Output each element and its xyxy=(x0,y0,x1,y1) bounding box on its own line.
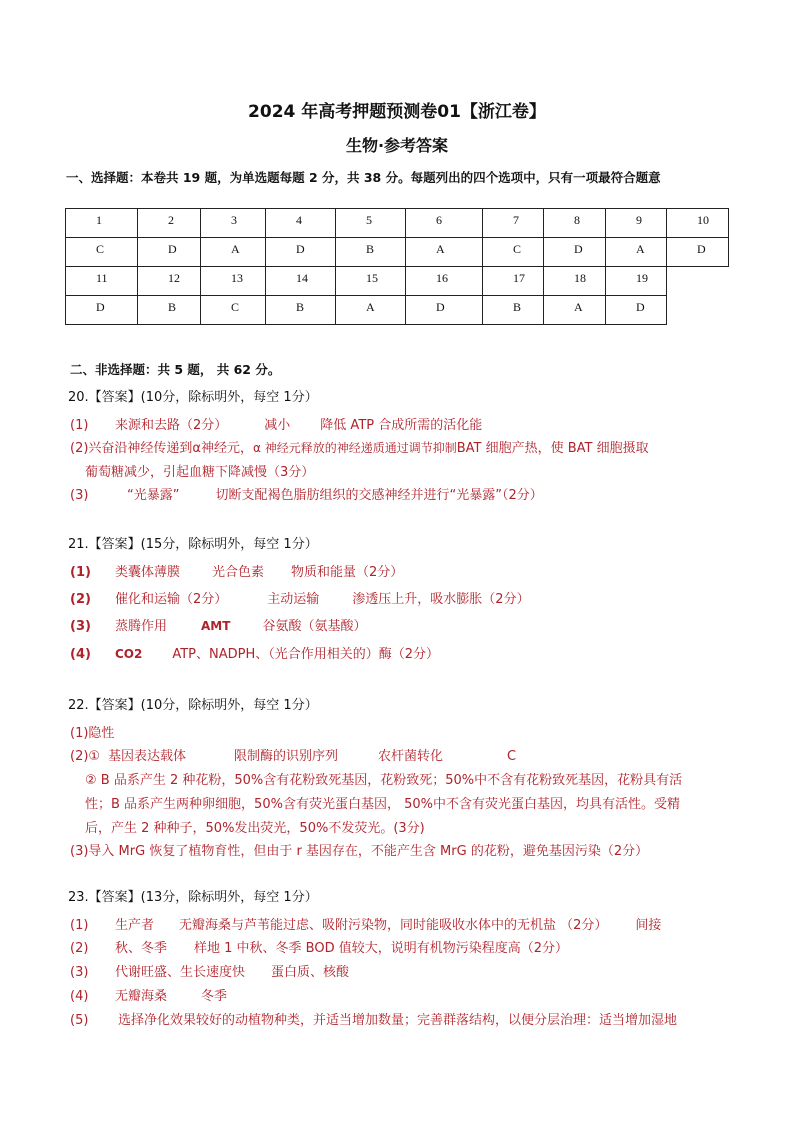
q21-answer-4: (4) CO2 ATP、NADPH、（光合作用相关的）酶（2分） xyxy=(70,647,440,662)
q21-answer-3: (3) 蒸腾作用 AMT 谷氨酸（氨基酸） xyxy=(70,619,367,634)
table-cell: 5 xyxy=(336,209,406,238)
table-cell: 8 xyxy=(544,209,606,238)
q23-answer-5: (5) 选择净化效果较好的动植物种类，并适当增加数量；完善群落结构，以便分层治理：适当增加湿地 xyxy=(70,1013,678,1028)
table-cell: C xyxy=(66,238,138,267)
table-cell: 4 xyxy=(266,209,336,238)
table-row-answers-2 xyxy=(66,296,729,325)
q23-answer-2: (2) 秋、冬季 样地 1 中秋、冬季 BOD 值较大，说明有机物污染程度高（2分） xyxy=(70,941,569,956)
q20-answer-1: (1) 来源和去路（2分） 减小 降低 ATP 合成所需的活化能 xyxy=(70,418,483,433)
table-cell: 12 xyxy=(138,267,201,296)
table-row-answers-1 xyxy=(66,238,729,267)
table-cell: 7 xyxy=(483,209,544,238)
table-cell: 2 xyxy=(138,209,201,238)
table-cell: 13 xyxy=(201,267,266,296)
section2-heading: 二、非选择题：共 5 题， 共 62 分。 xyxy=(70,362,281,377)
table-cell: 16 xyxy=(406,267,483,296)
table-cell: D xyxy=(406,296,483,325)
table-cell: 18 xyxy=(544,267,606,296)
q20-answer-2-cont: 葡萄糖减少，引起血糖下降减慢（3分） xyxy=(85,465,315,480)
table-cell: A xyxy=(606,238,667,267)
q23-answer-1: (1) 生产者 无瓣海桑与芦苇能过虑、吸附污染物，同时能吸收水体中的无机盐 （2分） 间接 xyxy=(70,918,662,933)
table-cell: D xyxy=(606,296,667,325)
table-cell: B xyxy=(483,296,544,325)
q22-answer-2b-l1: ② B 品系产生 2 种花粉，50%含有花粉致死基因，花粉致死；50%中不含有花粉致死基因，花粉具有活 xyxy=(85,773,683,788)
q22-answer-3: (3)导入 MrG 恢复了植物育性，但由于 r 基因存在，不能产生含 MrG 的花粉，避免基因污染（2分） xyxy=(70,844,649,859)
table-cell: D xyxy=(544,238,606,267)
q20-header: 20.【答案】(10分，除标明外，每空 1分） xyxy=(68,390,318,405)
table-cell-empty xyxy=(667,267,729,296)
table-cell: B xyxy=(138,296,201,325)
page-title: 2024 年高考押题预测卷01【浙江卷】 xyxy=(248,102,546,122)
table-cell: A xyxy=(336,296,406,325)
q21-answer-2: (2) 催化和运输（2分） 主动运输 渗透压上升，吸水膨胀（2分） xyxy=(70,592,530,607)
table-cell: D xyxy=(138,238,201,267)
q22-answer-1: (1)隐性 xyxy=(70,726,115,741)
table-cell: 14 xyxy=(266,267,336,296)
table-cell: B xyxy=(266,296,336,325)
table-cell: D xyxy=(266,238,336,267)
table-cell: B xyxy=(336,238,406,267)
table-cell: 15 xyxy=(336,267,406,296)
section1-instruction: 一、选择题：本卷共 19 题，为单选题每题 2 分，共 38 分。每题列出的四个选项中，只有一项最符合题意 xyxy=(66,170,661,185)
table-cell: 3 xyxy=(201,209,266,238)
table-cell: C xyxy=(201,296,266,325)
q22-answer-2b-l3: 后，产生 2 种种子，50%发出荧光，50%不发荧光。(3分) xyxy=(85,821,425,836)
table-cell: A xyxy=(406,238,483,267)
q23-answer-4: (4) 无瓣海桑 冬季 xyxy=(70,989,228,1004)
table-cell: A xyxy=(201,238,266,267)
table-cell-empty xyxy=(667,296,729,325)
table-cell: A xyxy=(544,296,606,325)
table-cell: 17 xyxy=(483,267,544,296)
table-cell: 6 xyxy=(406,209,483,238)
table-cell: 10 xyxy=(667,209,729,238)
table-row-numbers-2 xyxy=(66,267,729,296)
table-cell: 9 xyxy=(606,209,667,238)
table-cell: 1 xyxy=(66,209,138,238)
q23-header: 23.【答案】(13分，除标明外，每空 1分） xyxy=(68,890,318,905)
page-subtitle: 生物·参考答案 xyxy=(345,136,449,155)
table-cell: D xyxy=(667,238,729,267)
table-cell: D xyxy=(66,296,138,325)
table-row-numbers-1 xyxy=(66,209,729,238)
q22-answer-2: (2)① 基因表达载体 限制酶的识别序列 农杆菌转化 C xyxy=(70,749,517,764)
q20-answer-2: (2)兴奋沿神经传递到α神经元，α 神经元释放的神经递质通过调节抑制BAT 细胞产热，使 BAT 细胞摄取 xyxy=(70,441,649,456)
q22-header: 22.【答案】(10分，除标明外，每空 1分） xyxy=(68,698,318,713)
q21-header: 21.【答案】(15分，除标明外，每空 1分） xyxy=(68,537,318,552)
q22-answer-2b-l2: 性；B 品系产生两种卵细胞，50%含有荧光蛋白基因， 50%中不含有荧光蛋白基因，均具有活性。受精 xyxy=(85,797,680,812)
q23-answer-3: (3) 代谢旺盛、生长速度快 蛋白质、核酸 xyxy=(70,965,350,980)
answer-table xyxy=(65,208,729,325)
q20-answer-3: (3) “光暴露” 切断支配褐色脂肪组织的交感神经并进行“光暴露”（2分） xyxy=(70,488,543,503)
table-cell: 11 xyxy=(66,267,138,296)
q21-answer-1: (1) 类囊体薄膜 光合色素 物质和能量（2分） xyxy=(70,565,404,580)
table-cell: 19 xyxy=(606,267,667,296)
table-cell: C xyxy=(483,238,544,267)
